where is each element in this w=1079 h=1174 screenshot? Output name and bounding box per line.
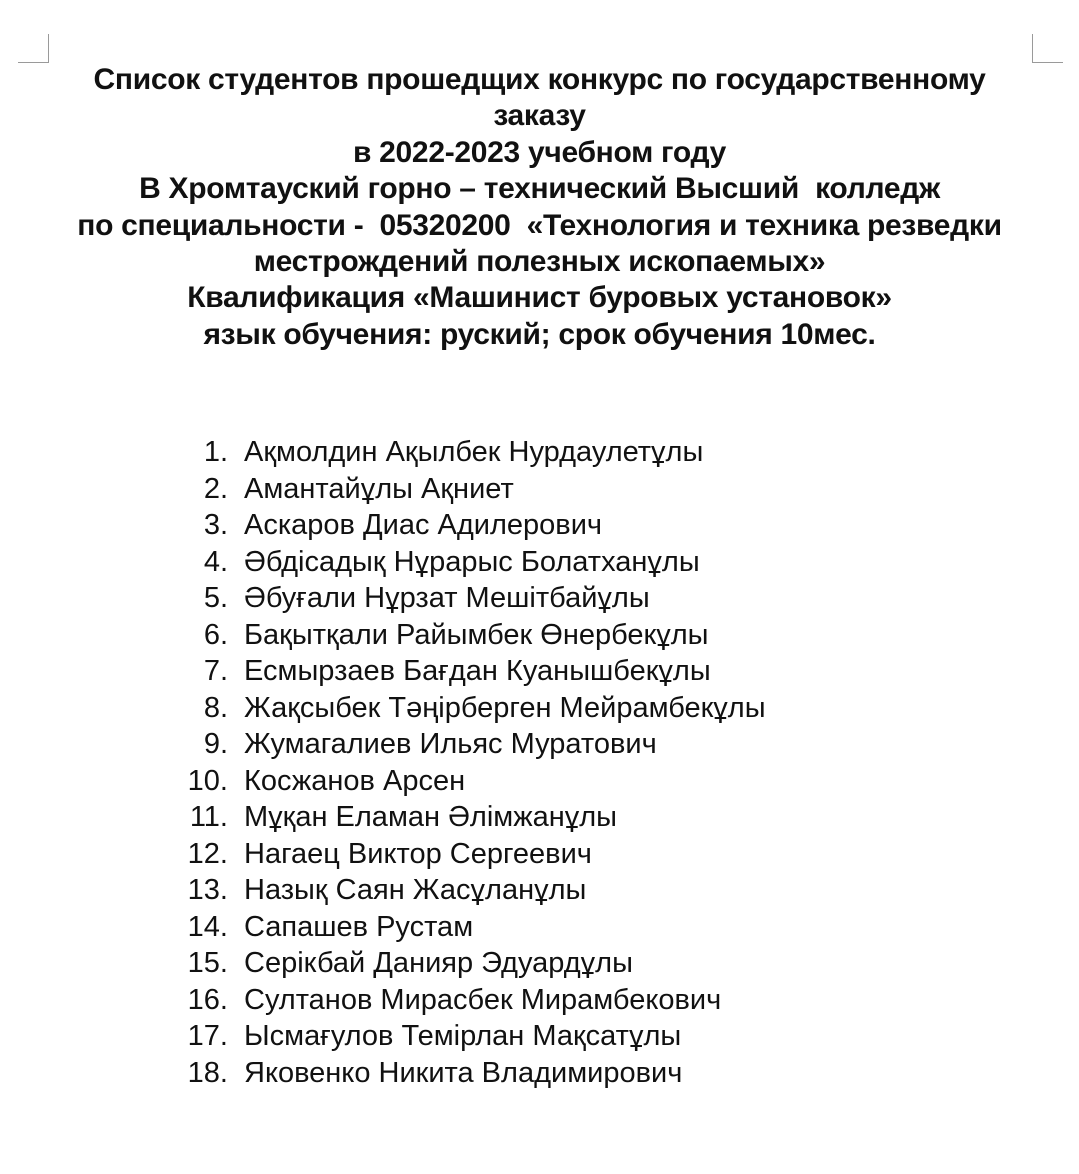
list-item bbox=[150, 580, 766, 617]
item-number: 2. bbox=[203, 472, 228, 505]
student-name: Сапашев Рустам bbox=[244, 910, 474, 943]
list-item bbox=[150, 726, 766, 763]
item-number: 15. bbox=[187, 947, 228, 979]
list-item bbox=[150, 653, 766, 690]
student-name: Ақмолдин Ақылбек Нурдаулетұлы bbox=[244, 436, 704, 468]
student-name: Назық Саян Жасұланұлы bbox=[244, 874, 587, 906]
heading-line: В Хромтауский горно – технический Высший колледж bbox=[139, 172, 940, 206]
list-item bbox=[150, 690, 766, 727]
item-number: 4. bbox=[203, 545, 228, 578]
heading-line: заказу bbox=[493, 99, 586, 133]
list-item bbox=[150, 836, 766, 873]
student-name: Бақытқали Райымбек Өнербекұлы bbox=[244, 618, 709, 651]
item-number: 18. bbox=[187, 1056, 228, 1089]
item-number: 9. bbox=[203, 728, 228, 760]
student-name: Есмырзаев Бағдан Куанышбекұлы bbox=[244, 655, 711, 687]
student-name: Нагаец Виктор Сергеевич bbox=[244, 837, 592, 870]
list-item bbox=[150, 617, 766, 654]
heading-line: по специальности - 05320200 «Технология и техника резведки bbox=[77, 208, 1002, 242]
student-name: Аскаров Диас Адилерович bbox=[244, 509, 603, 541]
item-number: 13. bbox=[187, 874, 228, 906]
item-number: 3. bbox=[203, 509, 228, 541]
list-item bbox=[150, 872, 766, 909]
item-number: 14. bbox=[187, 910, 228, 943]
student-name: Әбдісадық Нұрарыс Болатханұлы bbox=[244, 545, 700, 578]
student-name: Косжанов Арсен bbox=[244, 764, 466, 797]
student-name: Жақсыбек Тәңірберген Мейрамбекұлы bbox=[244, 691, 766, 724]
heading-line: местрождений полезных ископаемых» bbox=[253, 245, 826, 279]
list-item bbox=[150, 982, 766, 1019]
list-item bbox=[150, 763, 766, 800]
list-item bbox=[150, 471, 766, 508]
item-number: 10. bbox=[187, 764, 228, 797]
list-item bbox=[150, 1018, 766, 1055]
item-number: 12. bbox=[187, 837, 228, 870]
item-number: 1. bbox=[203, 436, 228, 468]
item-number: 6. bbox=[203, 618, 228, 651]
student-name: Амантайұлы Ақниет bbox=[244, 472, 514, 505]
student-name: Султанов Мирасбек Мирамбекович bbox=[244, 983, 722, 1016]
heading-line: в 2022-2023 учебном году bbox=[352, 135, 726, 169]
item-number: 7. bbox=[203, 655, 228, 687]
heading-line: Список студентов прошедщих конкурс по государственному bbox=[93, 63, 986, 96]
student-name: Мұқан Еламан Әлімжанұлы bbox=[244, 801, 618, 833]
list-item bbox=[150, 544, 766, 581]
item-number: 8. bbox=[203, 691, 228, 724]
student-name: Жумагалиев Ильяс Муратович bbox=[244, 728, 657, 760]
item-number: 5. bbox=[203, 582, 228, 614]
page-margin-corner-right bbox=[1032, 34, 1063, 63]
list-item bbox=[150, 1055, 766, 1092]
item-number: 16. bbox=[187, 983, 228, 1016]
list-item bbox=[150, 799, 766, 836]
student-list bbox=[150, 434, 766, 1091]
page-margin-corner-left bbox=[18, 34, 49, 63]
list-item bbox=[150, 434, 766, 471]
heading-line: Квалификация «Машинист буровых установок» bbox=[187, 281, 892, 315]
list-item bbox=[150, 909, 766, 946]
document-heading bbox=[0, 62, 1079, 353]
list-item bbox=[150, 945, 766, 982]
heading-line: язык обучения: руский; срок обучения 10мес. bbox=[203, 317, 876, 351]
item-number: 17. bbox=[187, 1020, 228, 1052]
student-name: Серікбай Данияр Эдуардұлы bbox=[244, 947, 633, 979]
student-name: Ысмағулов Темірлан Мақсатұлы bbox=[244, 1020, 682, 1052]
student-name: Әбуғали Нұрзат Мешітбайұлы bbox=[244, 582, 650, 614]
student-name: Яковенко Никита Владимирович bbox=[244, 1056, 683, 1089]
list-item bbox=[150, 507, 766, 544]
item-number: 11. bbox=[189, 801, 228, 833]
